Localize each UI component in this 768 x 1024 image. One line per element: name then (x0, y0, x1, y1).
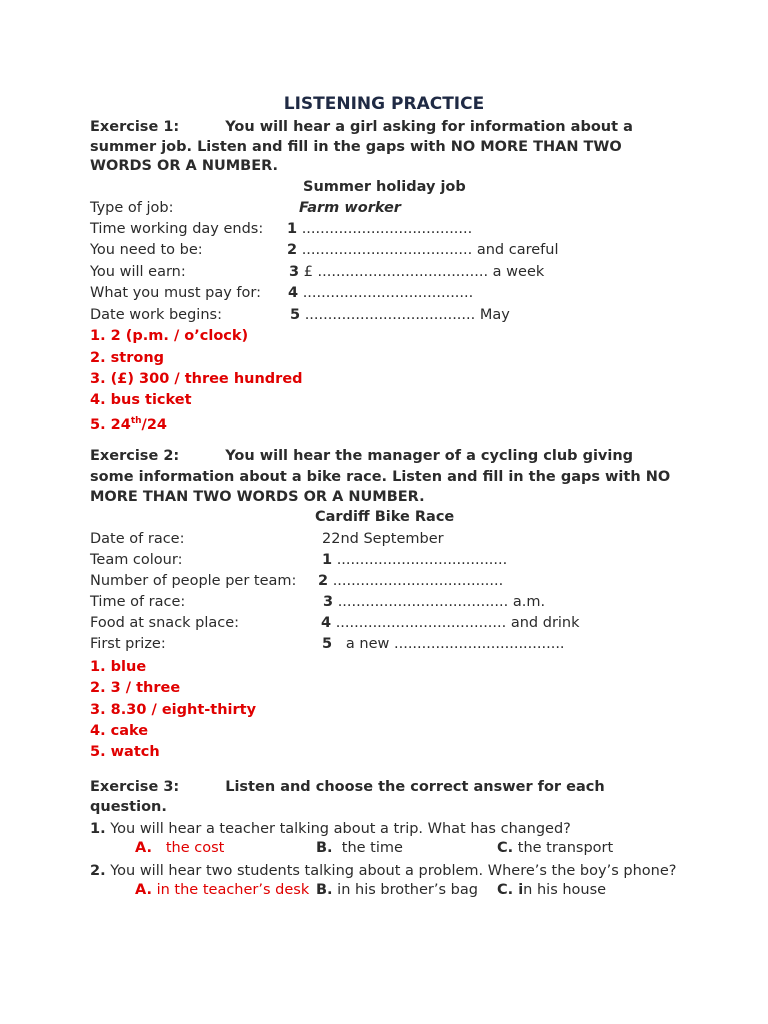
ex1-answer: 5. 24th/24 (90, 416, 168, 433)
ex2-row-value: 22nd September (322, 531, 444, 547)
ex3-question-2: 2. You will hear two students talking about a problem. Where’s the boy’s phone? (90, 863, 677, 879)
ex1-instructions-line1: Exercise 1: You will hear a girl asking for information about a (90, 119, 633, 135)
ex3-q1-option-b: B. the time (316, 840, 403, 856)
ex2-row-label: Date of race: (90, 531, 185, 547)
ex1-row-label: Type of job: (90, 200, 174, 216)
ex1-answer: 2. strong (90, 350, 165, 366)
ex2-row-value: 3 ..................................... a.m. (323, 594, 546, 610)
ex1-row-value: Farm worker (299, 200, 401, 216)
ex1-instructions-line3: WORDS OR A NUMBER. (90, 158, 279, 174)
ex2-heading: Cardiff Bike Race (315, 509, 455, 525)
ex2-answer: 1. blue (90, 659, 147, 675)
ex2-row-label: Food at snack place: (90, 615, 240, 631)
ex1-answer: 1. 2 (p.m. / o’clock) (90, 328, 249, 344)
ex2-answer: 2. 3 / three (90, 680, 181, 696)
ex1-row-value: 5 ..................................... May (290, 307, 510, 323)
ex3-q2-option-a: A. in the teacher’s desk (135, 882, 310, 898)
ex2-row-value: 2 ..................................... (318, 573, 504, 589)
ex1-row-label: Date work begins: (90, 307, 222, 323)
ex3-q2-option-b: B. in his brother’s bag (316, 882, 478, 898)
ex2-instructions-line3: MORE THAN TWO WORDS OR A NUMBER. (90, 489, 425, 505)
ex3-q1-option-c: C. the transport (497, 840, 614, 856)
ex2-row-label: Time of race: (90, 594, 186, 610)
ex3-q1-option-a: A. the cost (135, 840, 225, 856)
ex3-question-1: 1. You will hear a teacher talking about a trip. What has changed? (90, 821, 571, 837)
ex1-row-label: You will earn: (90, 264, 186, 280)
ex2-row-value: 4 ..................................... and drink (321, 615, 580, 631)
ex2-instructions-line2: some information about a bike race. Listen and fill in the gaps with NO (90, 469, 671, 485)
ex1-instructions-line2: summer job. Listen and fill in the gaps with NO MORE THAN TWO (90, 139, 622, 155)
ex2-label: Exercise 2: (90, 448, 180, 464)
ex1-heading: Summer holiday job (303, 179, 466, 195)
ex1-label: Exercise 1: (90, 119, 180, 135)
ex1-row-value: 4 ..................................... (288, 285, 474, 301)
ex2-answer: 5. watch (90, 744, 160, 760)
ex3-label: Exercise 3: (90, 779, 180, 795)
ex1-row-label: You need to be: (90, 242, 203, 258)
ex1-row-label: What you must pay for: (90, 285, 261, 301)
ex2-row-value: 5 a new ..................................... (322, 636, 565, 652)
ex2-row-label: Number of people per team: (90, 573, 297, 589)
ex2-answer: 4. cake (90, 723, 149, 739)
ex1-answer: 3. (£) 300 / three hundred (90, 371, 303, 387)
ex3-instructions-line2: question. (90, 799, 167, 815)
ex2-row-label: Team colour: (90, 552, 183, 568)
ex3-instructions-line1: Exercise 3: Listen and choose the correct answer for each (90, 779, 605, 795)
ex1-answer: 4. bus ticket (90, 392, 192, 408)
ex1-row-value: 2 ..................................... and careful (287, 242, 559, 258)
ex2-row-label: First prize: (90, 636, 166, 652)
ex1-row-value: 1 ..................................... (287, 221, 473, 237)
ex1-row-label: Time working day ends: (90, 221, 264, 237)
page-title: LISTENING PRACTICE (283, 94, 485, 114)
ex3-q2-option-c: C. in his house (497, 882, 607, 898)
ex2-answer: 3. 8.30 / eight-thirty (90, 702, 257, 718)
ex2-row-value: 1 ..................................... (322, 552, 508, 568)
ex1-row-value: 3 £ ..................................... a week (289, 264, 545, 280)
ex2-instructions-line1: Exercise 2: You will hear the manager of a cycling club giving (90, 448, 634, 464)
